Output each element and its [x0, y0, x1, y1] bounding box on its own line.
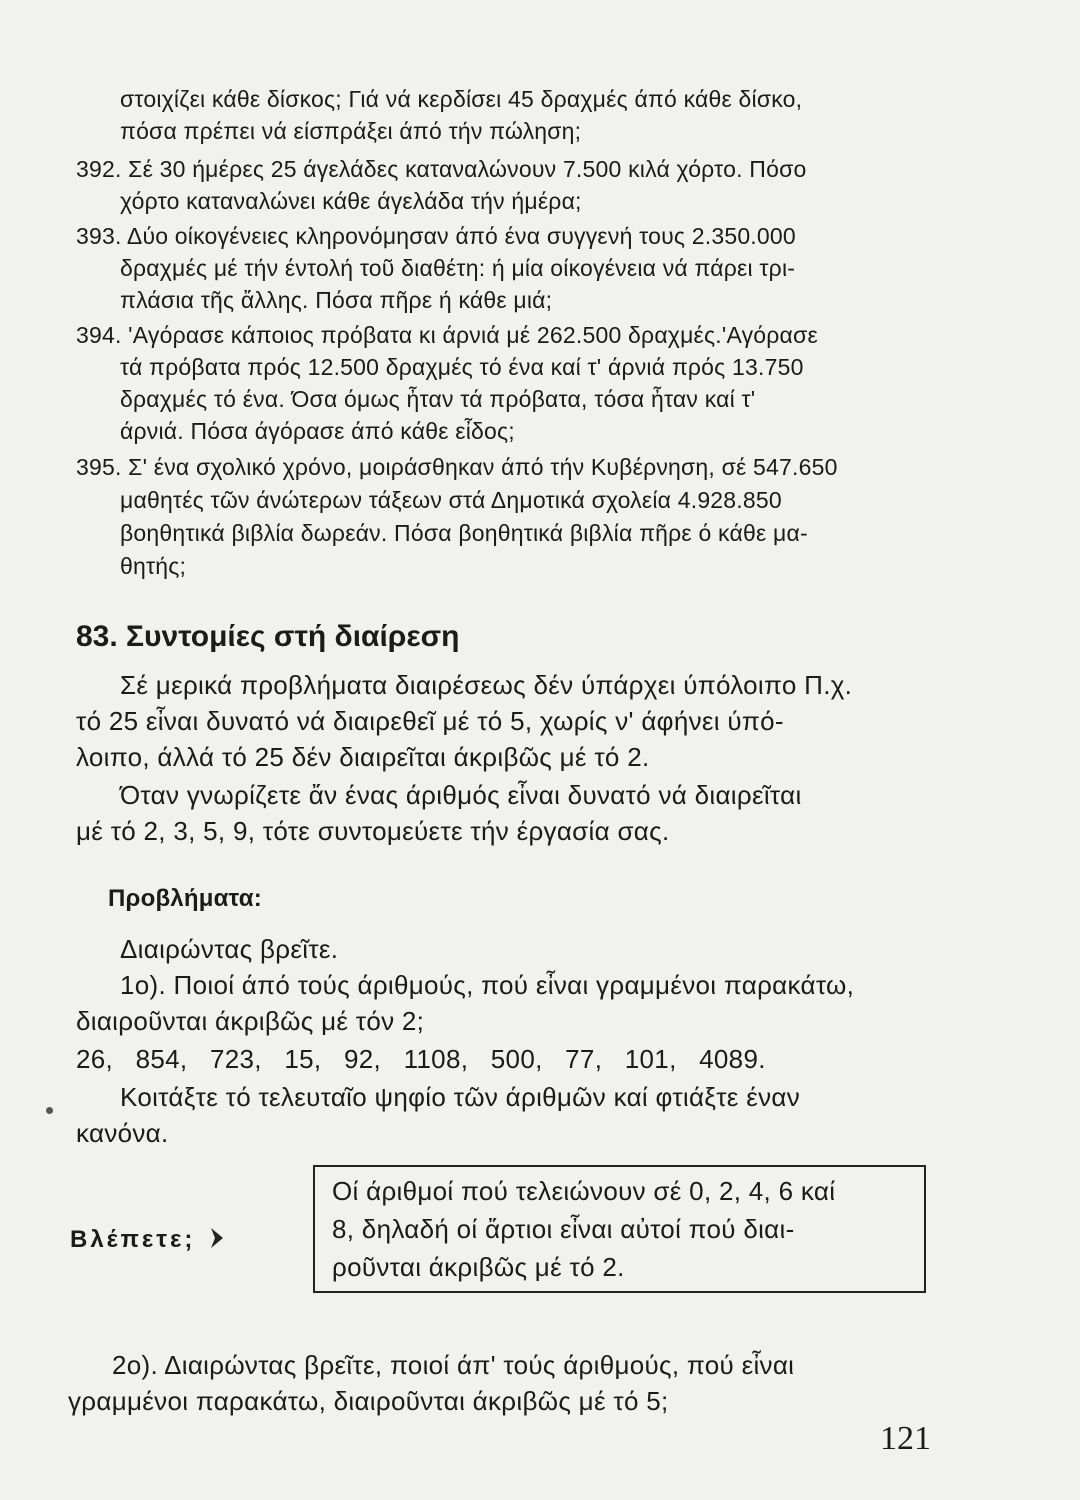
rule-line: ροῦνται άκριβῶς μέ τό 2. — [332, 1252, 625, 1282]
paragraph-line: τό 25 εἶναι δυνατό νά διαιρεθεῖ μέ τό 5, χωρίς ν' άφήνει ύπό- — [76, 706, 784, 736]
question-2-line: γραμμένοι παρακάτω, διαιροῦνται άκριβῶς μέ τό 5; — [68, 1386, 669, 1416]
problem-392-line: 392. Σέ 30 ήμέρες 25 άγελάδες καταναλώνουν 7.500 κιλά χόρτο. Πόσο — [76, 156, 807, 182]
number-list: 26, 854, 723, 15, 92, 1108, 500, 77, 101, 4089. — [76, 1044, 766, 1074]
paragraph-line: Σέ μερικά προβλήματα διαιρέσεως δέν ύπάρχει ύπόλοιπο Π.χ. — [120, 670, 853, 700]
instruction-text: Διαιρώντας βρεῖτε. — [120, 934, 339, 964]
intro-line: στοιχίζει κάθε δίσκος; Γιά νά κερδίσει 45 δραχμές άπό κάθε δίσκο, — [120, 86, 803, 112]
hint-line: κανόνα. — [76, 1118, 169, 1148]
problem-392-line: χόρτο καταναλώνει κάθε άγελάδα τήν ήμέρα; — [120, 188, 582, 214]
question-2-line: 2ο). Διαιρώντας βρεῖτε, ποιοί άπ' τούς άριθμούς, πού εἶναι — [112, 1350, 795, 1380]
intro-line: πόσα πρέπει νά είσπράξει άπό τήν πώληση; — [120, 118, 582, 144]
problem-395-line: μαθητές τῶν άνώτερων τάξεων στά Δημοτικά σχολεία 4.928.850 — [120, 487, 782, 513]
section-heading: 83. Συντομίες στή διαίρεση — [76, 620, 460, 653]
hint-line: Κοιτάξτε τό τελευταῖο ψηφίο τῶν άριθμῶν καί φτιάξτε έναν — [120, 1082, 801, 1112]
paragraph-line: Όταν γνωρίζετε ἄν ένας άριθμός εἶναι δυνατό νά διαιρεῖται — [120, 780, 802, 810]
paragraph-line: λοιπο, άλλά τό 25 δέν διαιρεῖται άκριβῶς μέ τό 2. — [76, 742, 650, 772]
rule-line: 8, δηλαδή οί ἄρτιοι εἶναι αὐτοί πού διαι- — [332, 1214, 795, 1244]
question-1-line: διαιροῦνται άκριβῶς μέ τόν 2; — [76, 1006, 425, 1036]
problem-393-line: πλάσια τῆς ἄλλης. Πόσα πῆρε ή κάθε μιά; — [120, 287, 553, 313]
see-label — [70, 1226, 225, 1254]
problem-394-line: άρνιά. Πόσα άγόρασε άπό κάθε εἶδος; — [120, 418, 515, 444]
rule-line: Οί άριθμοί πού τελειώνουν σέ 0, 2, 4, 6 καί — [332, 1176, 836, 1206]
problem-395-line: βοηθητικά βιβλία δωρεάν. Πόσα βοηθητικά βιβλία πῆρε ό κάθε μα- — [120, 520, 808, 546]
problem-394-line: δραχμές τό ένα. Όσα όμως ἦταν τά πρόβατα, τόσα ἦταν καί τ' — [120, 386, 756, 412]
problem-394-line: 394. 'Αγόρασε κάποιος πρόβατα κι άρνιά μέ 262.500 δραχμές.'Αγόρασε — [76, 322, 818, 348]
problem-394-line: τά πρόβατα πρός 12.500 δραχμές τό ένα καί τ' άρνιά πρός 13.750 — [120, 354, 804, 380]
question-1-line: 1ο). Ποιοί άπό τούς άριθμούς, πού εἶναι γραμμένοι παρακάτω, — [120, 970, 855, 1000]
problem-393-line: δραχμές μέ τήν έντολή τοῦ διαθέτη: ή μία οίκογένεια νά πάρει τρι- — [120, 255, 796, 281]
problem-395-line: 395. Σ' ένα σχολικό χρόνο, μοιράσθηκαν άπό τήν Κυβέρνηση, σέ 547.650 — [76, 454, 838, 480]
problem-393-line: 393. Δύο οίκογένειες κληρονόμησαν άπό ένα συγγενή τους 2.350.000 — [76, 223, 796, 249]
margin-dot — [46, 1107, 53, 1114]
problem-395-line: θητής; — [120, 553, 187, 579]
pointer-arrow-icon — [209, 1226, 225, 1250]
see-label-text: Βλέπετε; — [70, 1226, 196, 1253]
page-number: 121 — [880, 1420, 931, 1457]
paragraph-line: μέ τό 2, 3, 5, 9, τότε συντομεύετε τήν έργασία σας. — [76, 816, 670, 846]
problems-heading: Προβλήματα: — [108, 885, 262, 912]
